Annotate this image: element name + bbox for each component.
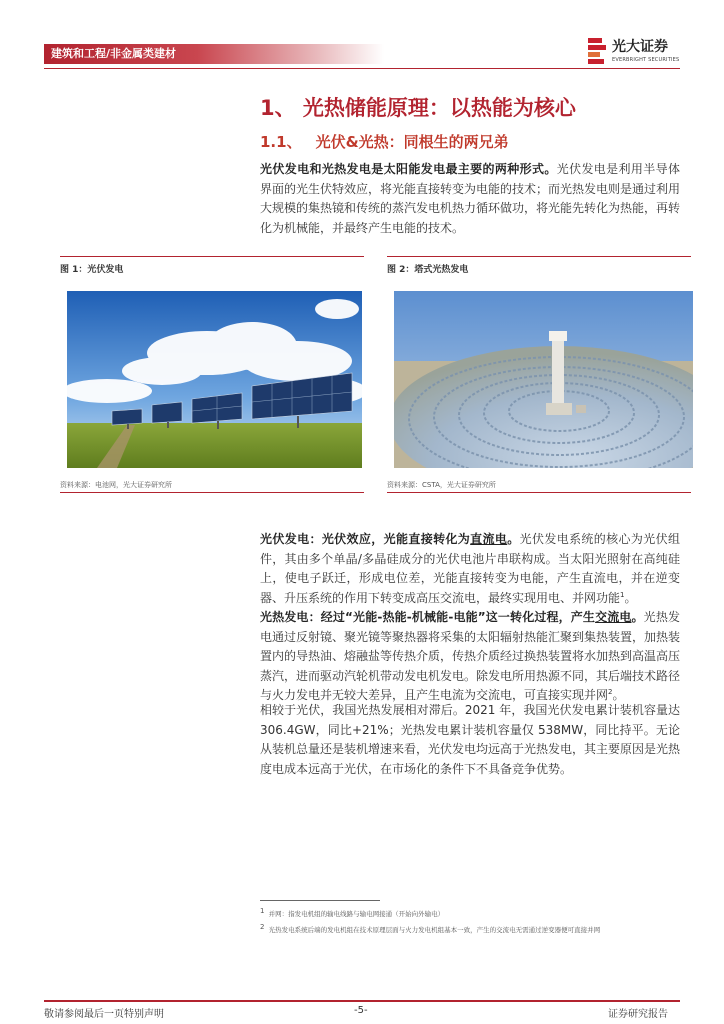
solar-tower-heliostat-photo-icon <box>394 291 693 468</box>
figure-1-title: 图 1：光伏发电 <box>60 265 124 275</box>
intro-text: 光伏发电是利用半导体界面的光生伏特效应，将光能直接转变为电能的技术；而光热发电则是通过利用大规模的集热镜和传统的蒸汽发电机热力循环做功，将光能先转化为热能，再转化为机械能，并最终产生电能的技术。 <box>260 162 681 235</box>
company-logo <box>588 38 680 68</box>
intro-paragraph <box>260 160 680 238</box>
logo-mark-icon <box>588 38 606 64</box>
figure-1-image <box>67 291 362 468</box>
csp-text-end: 。 <box>612 688 625 702</box>
solar-pv-panels-photo-icon <box>67 291 362 468</box>
csp-label: 光热发电： <box>260 610 321 624</box>
footnote-1 <box>260 906 445 918</box>
header-divider <box>44 68 680 69</box>
footnote-1-text: 并网：指发电机组的输电线路与输电网接通（开始向外输电） <box>268 910 445 918</box>
pv-bold-underline: 直流电 <box>470 532 508 546</box>
csp-paragraph <box>260 608 680 706</box>
csp-bold-underline: 交流电 <box>595 610 632 624</box>
footnote-divider <box>260 900 380 901</box>
compare-paragraph: 相较于光伏，我国光热发展相对滞后。2021 年，我国光伏发电累计装机容量达 306.4GW，同比+21%；光热发电累计装机容量仅 538MW，同比持平。无论从装机总量还是装机增速来看，光伏发电均远高于光热发电，其主要原因是光热度电成本远高于光伏，在市场化的条件下不具备竞争优势。 <box>260 703 681 776</box>
csp-bold-end: 。 <box>631 610 644 624</box>
footer-disclaimer: 敬请参阅最后一页特别声明 <box>44 1009 164 1020</box>
pv-text: 光伏发电系统的核心为光伏组件，其由多个单晶/多晶硅成分的光伏电池片串联构成。当太阳光照射在高纯硅上，使电子跃迁，形成电位差，光能直接转变为电能，产生直流电，并在逆变器、升压系统的作用下转变成高压交流电，最终实现用电、并网功能 <box>260 532 680 605</box>
header-category: 建筑和工程/非金属类建材 <box>51 47 177 60</box>
csp-bold: 经过“光能-热能-机械能-电能”这一转化过程，产生 <box>320 610 596 624</box>
csp-footnote-ref: 2 <box>608 688 613 696</box>
figure-2-source: 资料来源：CSTA，光大证券研究所 <box>387 481 496 489</box>
figure-2-bottom-rule <box>387 492 691 493</box>
pv-label: 光伏发电： <box>260 532 322 546</box>
footer-divider <box>44 1000 680 1002</box>
subsection-number: 1.1、 <box>260 133 302 151</box>
logo-name-en: EVERBRIGHT SECURITIES <box>612 57 680 63</box>
pv-bold: 光伏效应，光能直接转化为 <box>321 532 471 546</box>
logo-name-cn: 光大证券 <box>612 39 668 55</box>
page-number: -5- <box>354 1005 368 1016</box>
figure-2-image <box>394 291 693 468</box>
footnote-2-number: 2 <box>260 922 265 931</box>
pv-bold-end: 。 <box>507 532 520 546</box>
pv-paragraph <box>260 530 680 608</box>
pv-footnote-ref: 1 <box>620 590 625 599</box>
section-title: 1、 光热储能原理：以热能为核心 <box>260 96 576 120</box>
footnote-2 <box>260 922 601 934</box>
footer-report-type: 证券研究报告 <box>608 1009 668 1020</box>
subsection-text: 光伏&光热：同根生的两兄弟 <box>315 133 509 151</box>
figure-2-top-rule <box>387 256 691 257</box>
pv-text-end: 。 <box>624 590 637 605</box>
csp-text: 光热发电通过反射镜、聚光镜等聚热器将采集的太阳辐射热能汇聚到集热装置，加热装置内的导热油、熔融盐等传热介质，传热介质经过换热装置将水加热到高温高压蒸汽，进而驱动汽轮机带动发电机发电。除发电所用热源不同，其后端技术路径与火力发电并无较大差异，且产生电流为交流电，可直接实现并网 <box>260 610 681 702</box>
subsection-title <box>260 131 509 152</box>
figure-1-source: 资料来源：电池网，光大证券研究所 <box>60 481 172 489</box>
intro-bold: 光伏发电和光热发电是太阳能发电最主要的两种形式。 <box>260 162 557 176</box>
figure-1-top-rule <box>60 256 364 257</box>
footnote-1-number: 1 <box>260 906 265 915</box>
figure-1-bottom-rule <box>60 492 364 493</box>
figure-2-title: 图 2：塔式光热发电 <box>387 265 469 275</box>
footnote-2-text: 光热发电系统后端的发电机组在技术原理层面与火力发电机组基本一致，产生的交流电无需通过逆变器便可直接并网 <box>268 926 601 934</box>
